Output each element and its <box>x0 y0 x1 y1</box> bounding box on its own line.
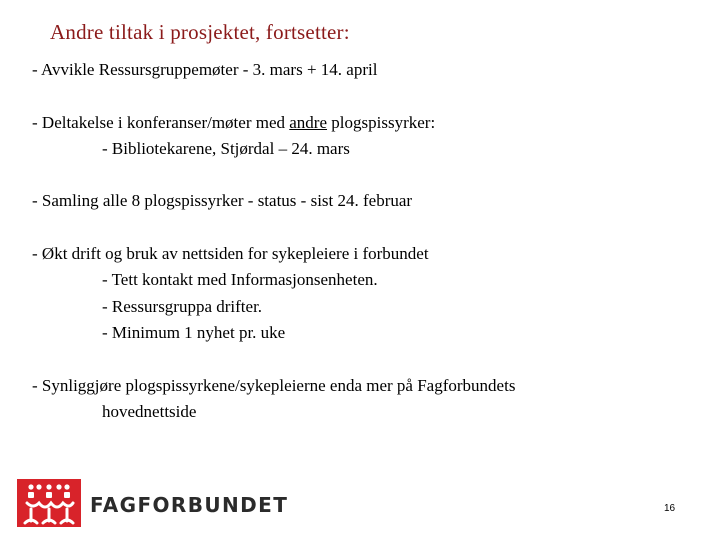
sub-nyhet: - Minimum 1 nyhet pr. uke <box>102 323 286 342</box>
bullet-synliggjore-cont: hovednettside <box>102 402 197 421</box>
bullet-synliggjore: - Synliggjøre plogspissyrkene/sykepleierne enda mer på Fagforbundets <box>32 376 516 395</box>
sub-informasjonsenheten: - Tett kontakt med Informasjonsenheten. <box>102 270 378 289</box>
bullet-deltakelse-post: plogspissyrker: <box>327 113 436 132</box>
bullet-deltakelse <box>32 113 435 133</box>
brand-name: FAGFORBUNDET <box>90 493 289 517</box>
people-logo-icon <box>17 479 81 527</box>
page-number: 16 <box>664 503 676 514</box>
bullet-deltakelse-pre: - Deltakelse i konferanser/møter med <box>32 113 290 132</box>
bullet-nettside: - Økt drift og bruk av nettsiden for sykepleiere i forbundet <box>32 244 429 263</box>
bullet-ressursgruppe: - Avvikle Ressursgruppemøter - 3. mars + 14. april <box>32 60 378 79</box>
bullet-deltakelse-underlined: andre <box>289 113 328 132</box>
sub-bibliotekarene: - Bibliotekarene, Stjørdal – 24. mars <box>102 139 350 158</box>
sub-ressursgruppa: - Ressursgruppa drifter. <box>102 297 263 316</box>
slide-title: Andre tiltak i prosjektet, fortsetter: <box>50 20 350 44</box>
bullet-samling: - Samling alle 8 plogspissyrker - status - sist 24. februar <box>32 191 413 210</box>
